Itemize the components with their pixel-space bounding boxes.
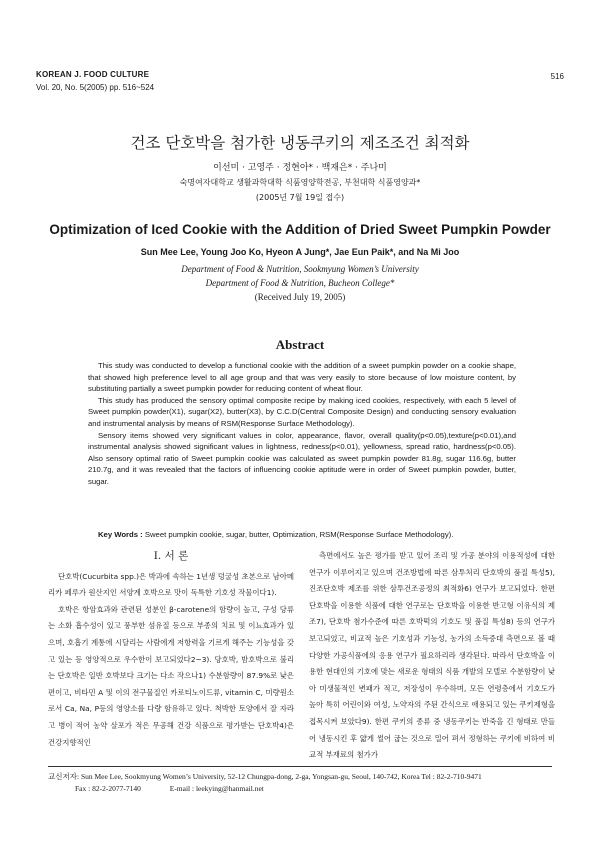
abstract-heading: Abstract [275,337,325,352]
english-affiliation-2: Department of Food & Nutrition, Bucheon College* [205,278,395,288]
footnote-divider [48,766,552,767]
body-paragraph: 호박은 항암효과와 관련된 성분인 β-carotene의 함량이 높고, 구성 당류는 소화 흡수성이 있고 풍부한 섬유질 등으로 부종의 치료 및 이뇨효과가 있으며, 호흡기 계통에 시달리는 사람에게 저항력을 기르게 해주는 기능성을 갖고 있는 등 영양적으로 우수한이 보고되었다2~3). 당호박, 밤호박으로 불리는 단호박은 일반 호박보다 크기는 다소 작으나1) 수분함량이 87.9%로 낮은 편이고, 비타민 A 및 이의 전구물질인 카로티노이드류, vitamin C, 미량원소로서 Ca, Na, P등의 영양소를 다량 함유하고 있다. 척박한 토양에서 잘 자라고 병이 적어 농약 살포가 적은 무공해 건강 식품으로 평가받는 단호박4)은 건강지향적인 [48,604,294,747]
section-title: I. 서 론 [153,550,189,562]
abstract-paragraph-1: This study was conducted to develop a functional cookie with the addition of a sweet pumpkin powder on a cookie shape, that showed high preference level to all age group and that was very easily to store because of low moisture content, by substituting partially a sweet pumpkin powder for reducing content of wheat flour. [88,361,516,394]
korean-title: 건조 단호박을 첨가한 냉동쿠키의 제조조건 최적화 [130,134,470,152]
keywords [98,530,516,539]
english-received: (Received July 19, 2005) [254,292,346,302]
body-column-right [309,548,555,764]
page-number: 516 [550,72,564,81]
correspondence-note: 교신저자: Sun Mee Lee, Sookmyung Women’s University, 52-12 Chungpa-dong, 2-ga, Yongsan-gu, Seoul, 140-742, Korea Tel : 82-2-710-9471 [48,772,482,781]
journal-volume: Vol. 20, No. 5(2005) pp. 516~524 [36,83,155,92]
abstract-body [88,360,516,488]
english-affiliation-1: Department of Food & Nutrition, Sookmyung Women’s University [181,264,419,274]
abstract-paragraph-2: This study has produced the sensory optimal composite recipe by making iced cookies, respectively, with each 5 level of Sweet pumpkin powder(X1), sugar(X2), butter(X3), by C.C.D(Central Composite Design) and conducting sensory evaluation and instrumental analysis by means of RSM(Response Surface Methodology). [88,395,516,428]
english-title: Optimization of Iced Cookie with the Addition of Dried Sweet Pumpkin Powder [49,222,551,237]
korean-received: (2005년 7월 19일 접수) [255,193,345,202]
korean-authors: 이선미 · 고영주 · 정현아* · 백재은* · 주나미 [213,163,387,173]
body-paragraph: 단호박(Cucurbita spp.)은 박과에 속하는 1년생 덩굴성 초본으로 남아메리카 페루가 원산지인 서양계 호박으로 맛이 독특한 기호성 작물이다1). [48,571,294,598]
korean-affiliation: 숙명여자대학교 생활과학대학 식품영양학전공, 부천대학 식품영양과* [179,178,421,187]
contact-note [48,784,264,793]
body-paragraph: 측면에서도 높은 평가를 받고 있어 조리 및 가공 분야의 이용적성에 대한 연구가 이루어지고 있으며 건조방법에 따른 삼투처리 단호박의 품질 특성5), 진조단호박 제조를 위한 삼투건조공정의 최적화6) 연구가 보고되었다. 한편 단호박을 이용한 식품에 대한 연구로는 단호박을 이용한 반고형 이유식의 제조7), 단호박 첨가수준에 따른 호박떡의 기호도 및 품질 특성8) 등의 연구가 보고되었고, 비교적 높은 기호성과 기능성, 농가의 소득증대 측면으로 볼 때 다양한 가공식품에의 응용 연구가 필요하리라 생각된다. 따라서 단호박을 이용한 현대인의 기호에 맞는 새로운 형태의 식품 개발의 모델로 수분함량이 낮아 미생물적인 변패가 적고, 저장성이 우수하며, 모든 연령층에서 기호도가 높아 특히 어린이와 여성, 노약자의 주된 간식으로 애용되고 있는 쿠키제형을 접목시켜 보았다9). 한편 쿠키의 종류 중 냉동쿠키는 반죽을 긴 형태로 만들어 냉동시킨 후 얇게 썰어 굽는 것으로 밀어 펴서 정형하는 쿠키에 비하여 비교적 부재료의 첨가가 [309,551,555,760]
journal-name: KOREAN J. FOOD CULTURE [36,70,150,79]
keywords-label: Key Words : [98,530,143,539]
abstract-paragraph-3: Sensory items showed very significant values in color, appearance, flavor, overall quality(p<0.05),texture(p<0.01),and instrumental analysis showed significant values in lightness, redness(p<0.01), yellowness, spread ratio, hardness(p<0.05). Also sensory optimal ratio of Sweet pumpkin cookie was calculated as sweet pumpkin powder 81.8g, sugar 116.6g, butter 210.7g, and it was revealed that the factors of influencing cookie aptitude were in order of Sweet pumpkin powder, butter, sugar. [88,430,516,486]
fax-number: Fax : 82-2-2077-7140 [75,784,141,793]
body-column-left [48,548,294,751]
email-address: E-mail : leekying@hanmail.net [169,784,264,793]
keywords-text: Sweet pumpkin cookie, sugar, butter, Optimization, RSM(Response Surface Methodology). [144,530,454,539]
english-authors: Sun Mee Lee, Young Joo Ko, Hyeon A Jung*, Jae Eun Paik*, and Na Mi Joo [140,247,460,257]
